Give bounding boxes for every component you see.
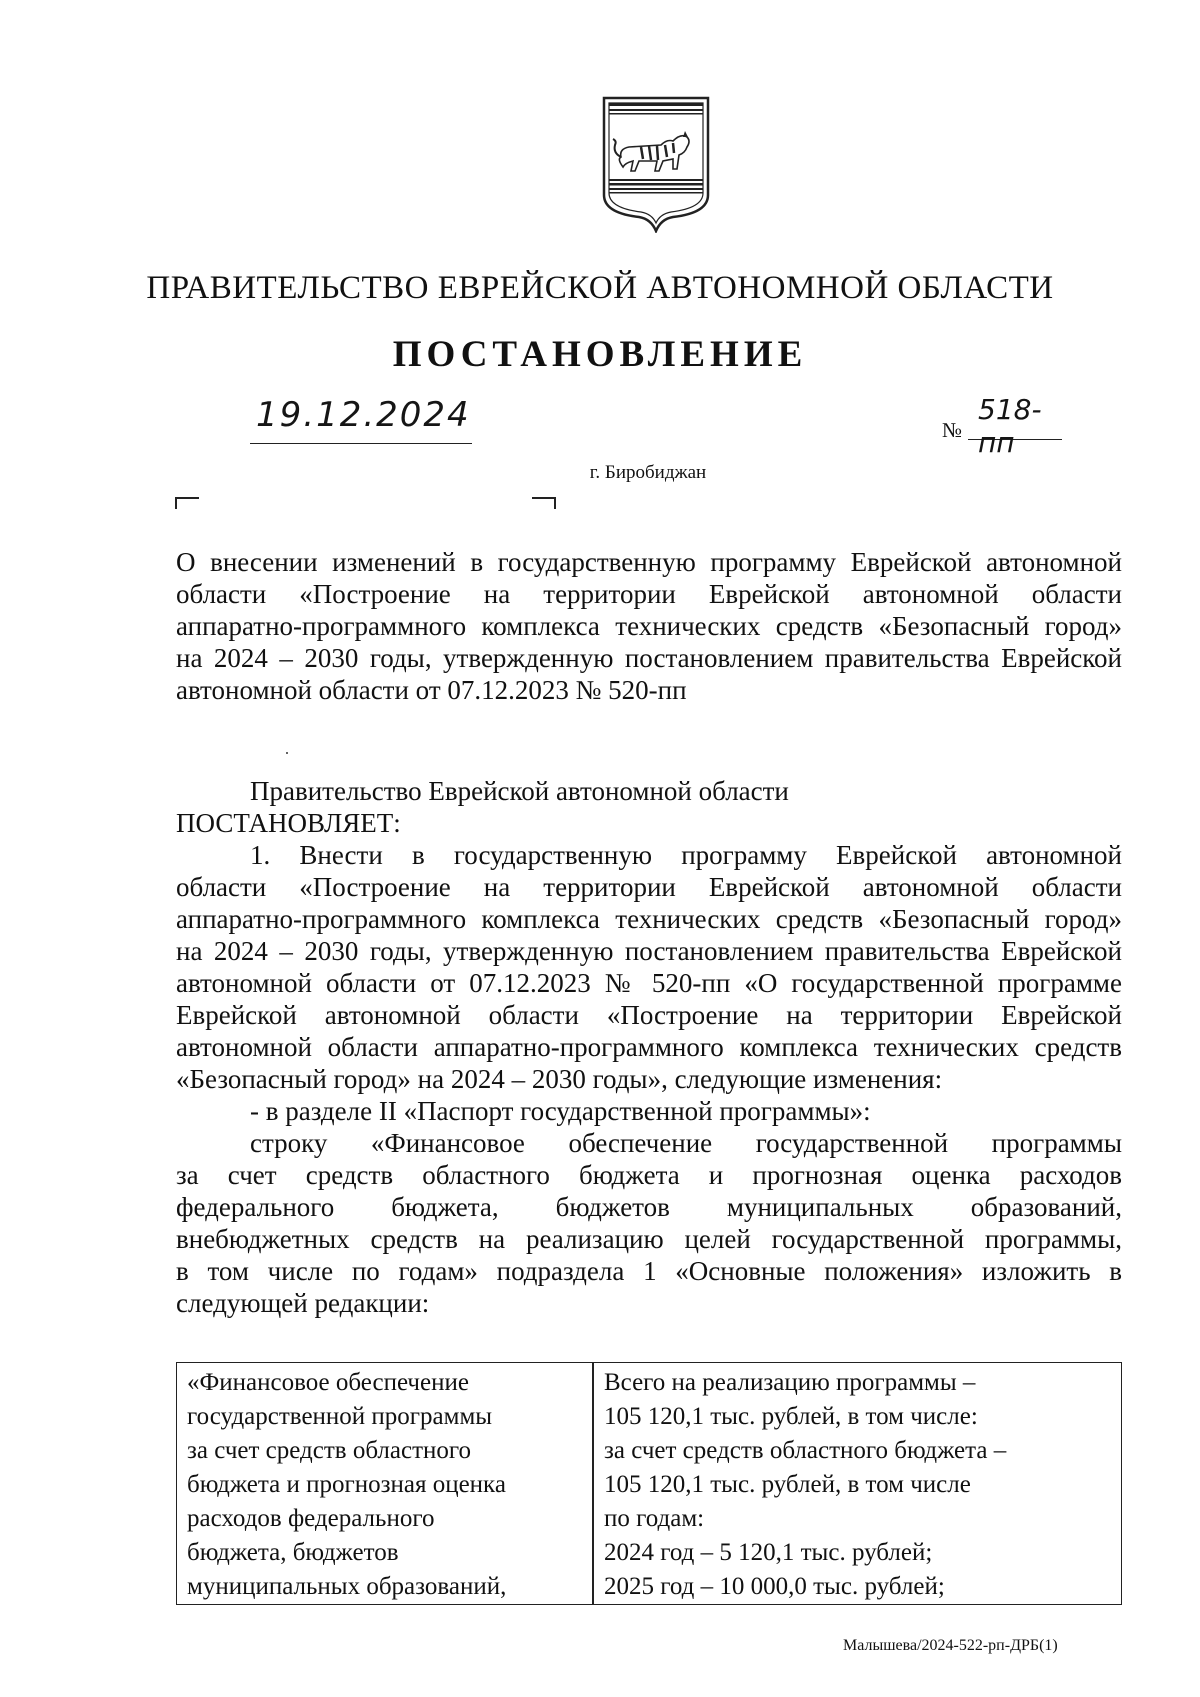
body-line: федерального бюджета, бюджетов муниципальных образований, [176,1192,1122,1222]
cell-line: 105 120,1 тыс. рублей, в том числе: [604,1403,978,1430]
cell-line: государственной программы [187,1403,493,1430]
body-line: Правительство Еврейской автономной области [250,776,789,806]
body-line: области «Построение на территории Еврейской автономной области [176,872,1122,902]
body-line: автономной области от 07.12.2023 № 520-пп «О государственной программе [176,968,1122,998]
subject-line: О внесении изменений в государственную программу Еврейской автономной [176,547,1122,577]
document-subject [176,546,1122,706]
footer-reference: Малышева/2024-522-рп-ДРБ(1) [843,1637,1058,1654]
body-line: строку «Финансовое обеспечение государственной программы [250,1128,1122,1158]
document-body [176,775,1122,1319]
government-title: ПРАВИТЕЛЬСТВО ЕВРЕЙСКОЙ АВТОНОМНОЙ ОБЛАСТИ [146,270,1054,306]
cell-line: муниципальных образований, [187,1573,507,1600]
cell-line: за счет средств областного бюджета – [604,1437,1007,1464]
table-row [177,1363,1122,1605]
subject-line: аппаратно-программного комплекса технических средств «Безопасный город» [176,611,1122,641]
number-sign: № [942,418,963,442]
cell-line: за счет средств областного [187,1437,472,1464]
cell-line: 2025 год – 10 000,0 тыс. рублей; [604,1573,945,1600]
body-line: автономной области аппаратно-программного комплекса технических средств [176,1032,1122,1062]
cell-line: «Финансовое обеспечение [187,1369,469,1396]
cell-line: Всего на реализацию программы – [604,1369,976,1396]
cell-line: 2024 год – 5 120,1 тыс. рублей; [604,1539,933,1566]
coat-of-arms-emblem [601,95,711,233]
cell-line: расходов федерального [187,1505,435,1532]
body-line: внебюджетных средств на реализацию целей государственной программы, [176,1224,1122,1254]
document-type-heading: ПОСТАНОВЛЕНИЕ [392,334,808,375]
body-line: на 2024 – 2030 годы, утвержденную постановлением правительства Еврейской [176,936,1122,966]
subject-line: на 2024 – 2030 годы, утвержденную постановлением правительства Еврейской [176,643,1122,673]
cell-line: по годам: [604,1505,705,1532]
body-line: в том числе по годам» подраздела 1 «Основные положения» изложить в [176,1256,1122,1286]
cell-line: бюджета, бюджетов [187,1539,399,1566]
body-line: за счет средств областного бюджета и прогнозная оценка расходов [176,1160,1122,1190]
body-line: аппаратно-программного комплекса технических средств «Безопасный город» [176,904,1122,934]
table-cell-right [594,1363,1122,1605]
body-line: «Безопасный город» на 2024 – 2030 годы», следующие изменения: [176,1064,943,1094]
cell-line: бюджета и прогнозная оценка [187,1471,506,1498]
document-date-field [250,395,472,444]
body-line: ПОСТАНОВЛЯЕТ: [176,808,401,838]
subject-line: области «Построение на территории Еврейской автономной области [176,579,1122,609]
scan-speck [286,752,288,754]
cell-line: 105 120,1 тыс. рублей, в том числе [604,1471,971,1498]
document-number: 518-пп [978,393,1042,459]
body-line: - в разделе II «Паспорт государственной программы»: [250,1096,871,1126]
body-line: 1. Внести в государственную программу Еврейской автономной [250,840,1122,870]
corner-mark-right [532,497,556,509]
body-line: Еврейской автономной области «Построение на территории Еврейской [176,1000,1122,1030]
city-name: г. Биробиджан [589,462,707,483]
table-cell-left [177,1363,593,1605]
subject-line: автономной области от 07.12.2023 № 520-пп [176,675,687,705]
corner-mark-left [175,497,199,509]
document-date: 19.12.2024 [256,395,471,435]
financing-table [176,1362,1122,1605]
document-number-field [968,393,1062,459]
body-line: следующей редакции: [176,1288,430,1318]
